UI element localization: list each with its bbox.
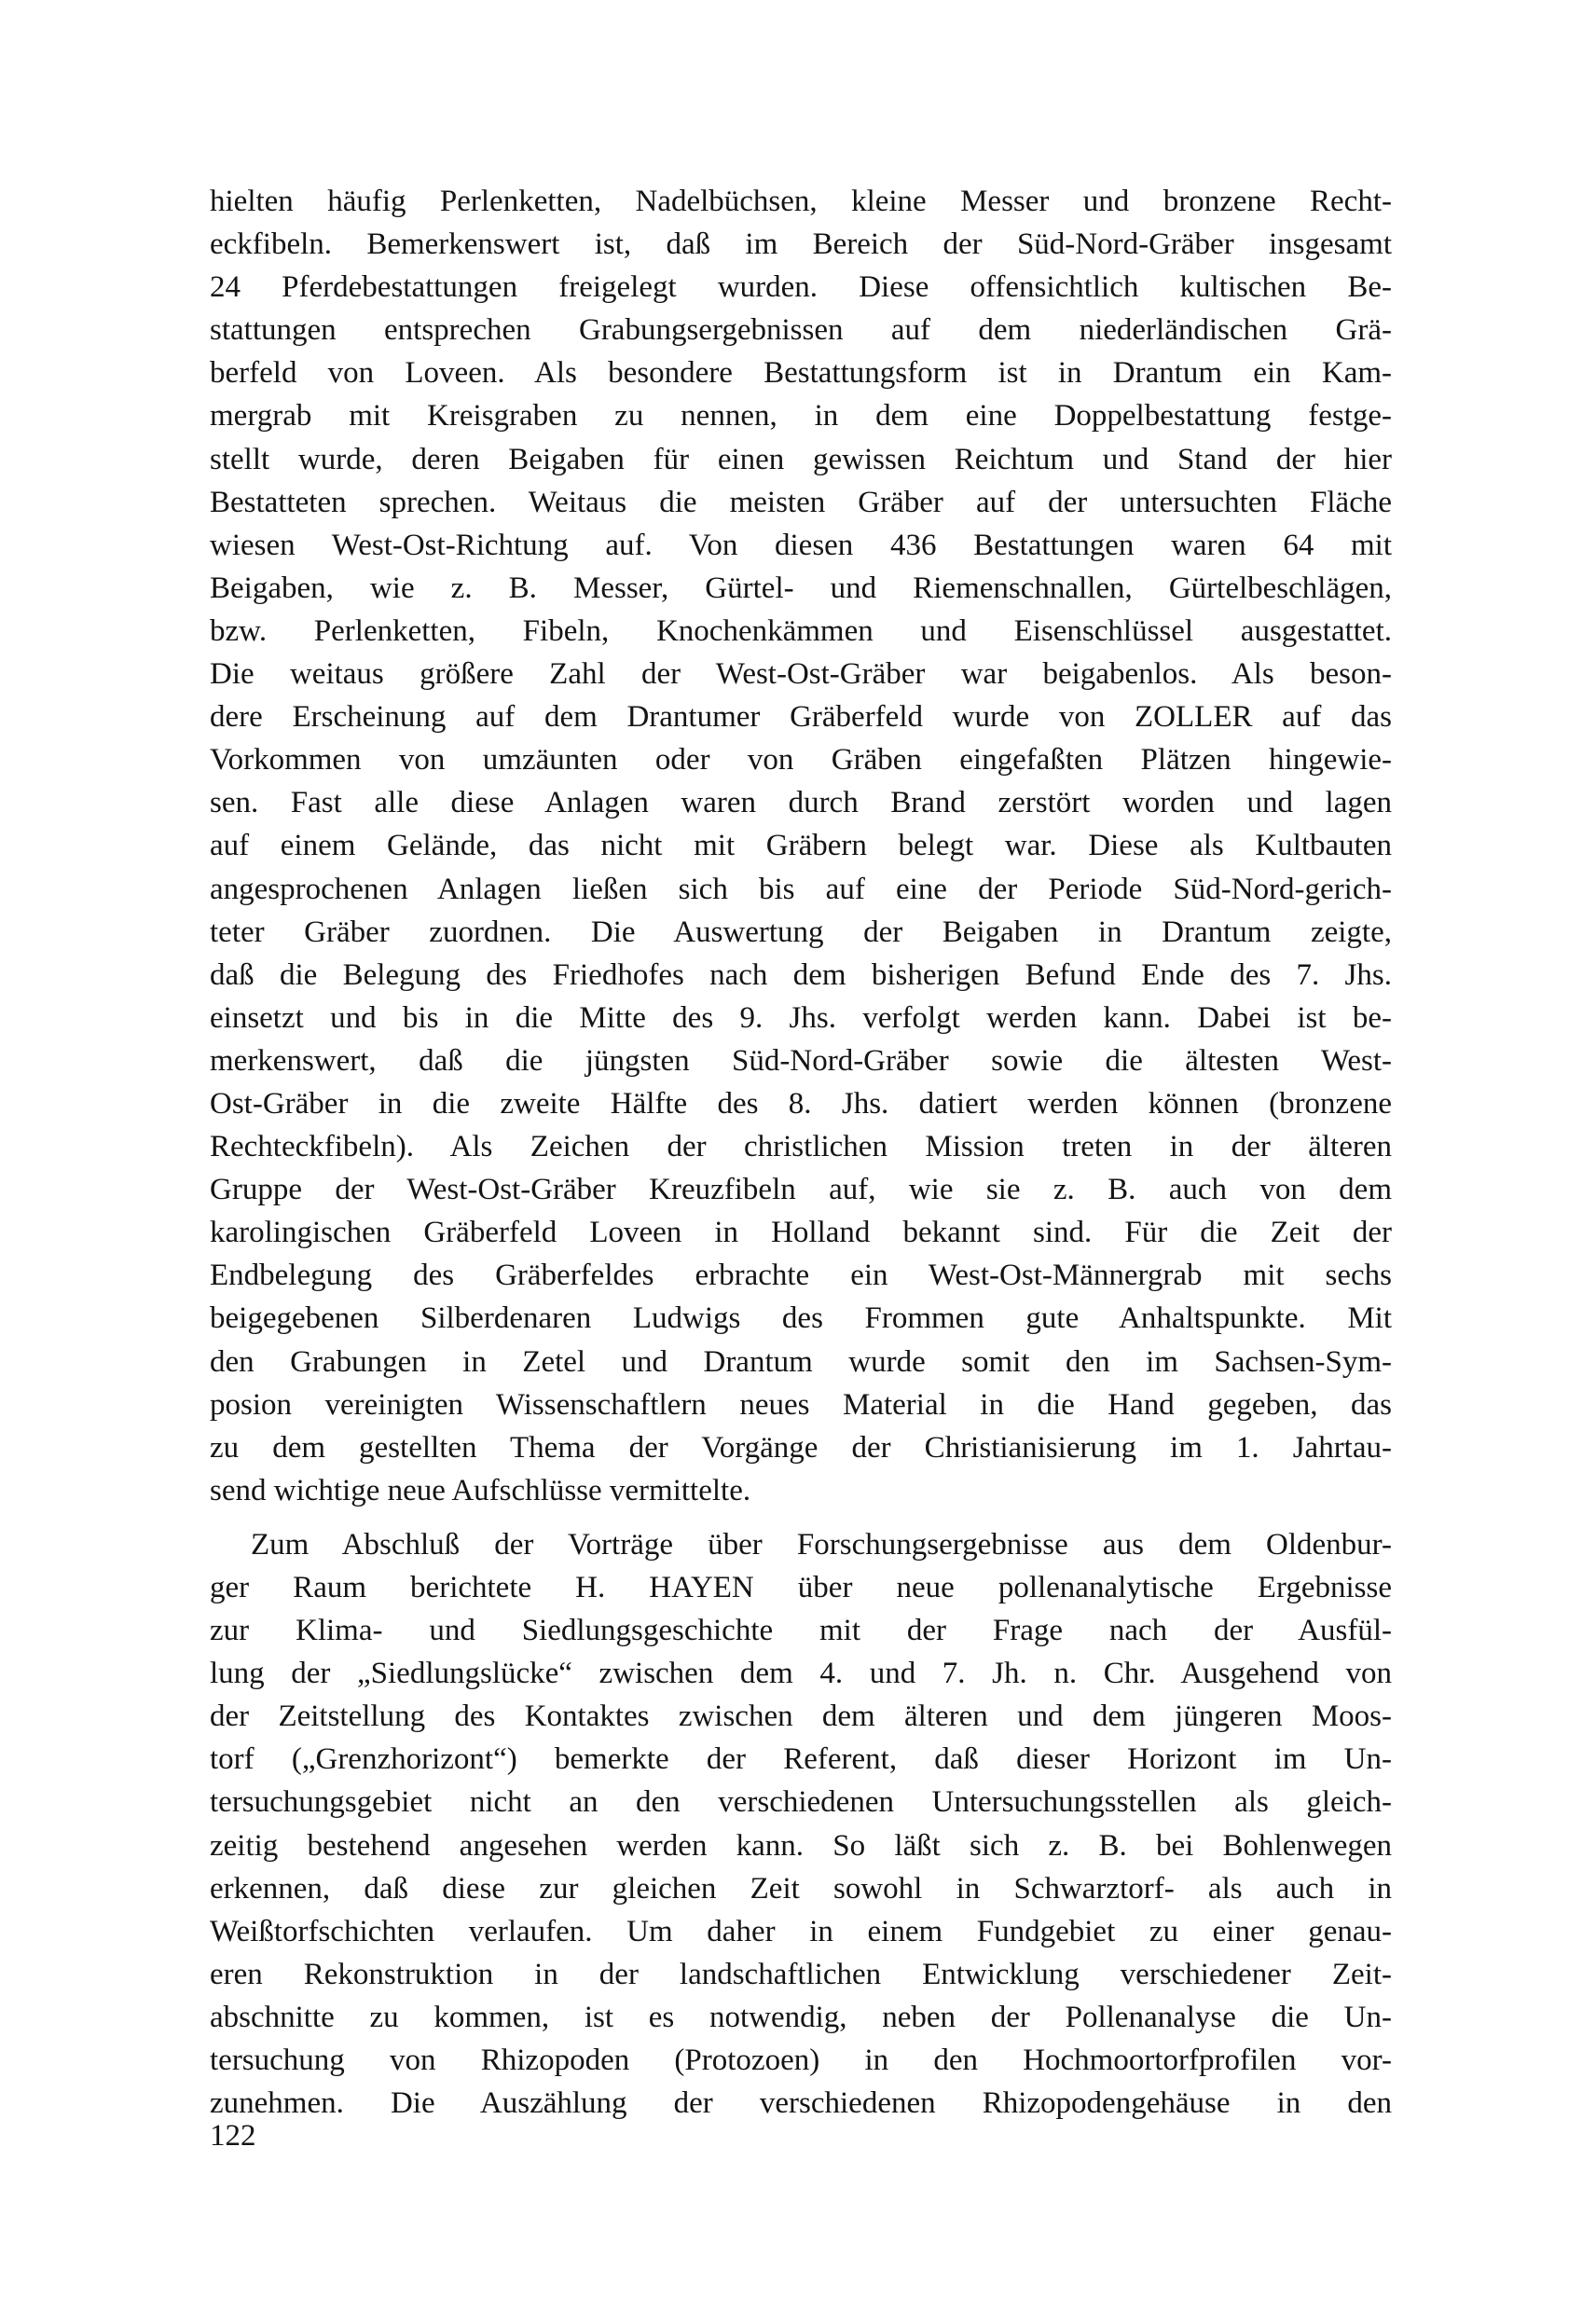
text-line: 24 Pferdebestattungen freigelegt wurden. Diese offensichtlich kultischen Be- bbox=[210, 270, 1392, 305]
text-line: Zum Abschluß der Vorträge über Forschungsergebnisse aus dem Oldenbur- bbox=[251, 1527, 1392, 1562]
text-line: auf einem Gelände, das nicht mit Gräbern belegt war. Diese als Kultbauten bbox=[210, 829, 1392, 863]
text-line: eren Rekonstruktion in der landschaftlichen Entwicklung verschiedener Zeit- bbox=[210, 1957, 1392, 1991]
text-line: der Zeitstellung des Kontaktes zwischen dem älteren und dem jüngeren Moos- bbox=[210, 1700, 1392, 1734]
text-line: torf („Grenzhorizont“) bemerkte der Referent, daß dieser Horizont im Un- bbox=[210, 1742, 1392, 1777]
text-line: beigegebenen Silberdenaren Ludwigs des Frommen gute Anhaltspunkte. Mit bbox=[210, 1301, 1392, 1336]
text-line: den Grabungen in Zetel und Drantum wurde somit den im Sachsen-Sym- bbox=[210, 1344, 1392, 1379]
text-line: hielten häufig Perlenketten, Nadelbüchsen, kleine Messer und bronzene Recht- bbox=[210, 185, 1392, 218]
text-line: erkennen, daß diese zur gleichen Zeit sowohl in Schwarztorf- als auch in bbox=[210, 1871, 1392, 1906]
text-line: zeitig bestehend angesehen werden kann. So läßt sich z. B. bei Bohlenwegen bbox=[210, 1828, 1392, 1863]
text-line: Weißtorfschichten verlaufen. Um daher in einem Fundgebiet zu einer genau- bbox=[210, 1914, 1392, 1948]
text-line: Die weitaus größere Zahl der West-Ost-Gräber war beigabenlos. Als beson- bbox=[210, 657, 1392, 692]
text-line: lung der „Siedlungslücke“ zwischen dem 4. und 7. Jh. n. Chr. Ausgehend von bbox=[210, 1657, 1392, 1691]
text-line: Beigaben, wie z. B. Messer, Gürtel- und Riemenschnallen, Gürtelbeschlägen, bbox=[210, 571, 1392, 605]
text-line: wiesen West-Ost-Richtung auf. Von diesen 436 Bestattungen waren 64 mit bbox=[210, 528, 1392, 562]
paragraph-gap bbox=[210, 1512, 1392, 1523]
page-number: 122 bbox=[210, 2119, 256, 2153]
text-line: mergrab mit Kreisgraben zu nennen, in dem eine Doppelbestattung festge- bbox=[210, 399, 1392, 434]
paragraph-2 bbox=[210, 1523, 1392, 2125]
text-line: stellt wurde, deren Beigaben für einen gewissen Reichtum und Stand der hier bbox=[210, 442, 1392, 476]
text-line: Bestatteten sprechen. Weitaus die meisten Gräber auf der untersuchten Fläche bbox=[210, 485, 1392, 519]
text-line: posion vereinigten Wissenschaftlern neues Material in die Hand gegeben, das bbox=[210, 1387, 1392, 1422]
text-line: ger Raum berichtete H. HAYEN über neue pollenanalytische Ergebnisse bbox=[210, 1571, 1392, 1604]
text-line: send wichtige neue Aufschlüsse vermittelte. bbox=[210, 1473, 751, 1507]
text-line: merkenswert, daß die jüngsten Süd-Nord-Gräber sowie die ältesten West- bbox=[210, 1043, 1392, 1078]
text-line: zu dem gestellten Thema der Vorgänge der Christianisierung im 1. Jahrtau- bbox=[210, 1430, 1392, 1465]
text-line: zur Klima- und Siedlungsgeschichte mit der Frage nach der Ausfül- bbox=[210, 1614, 1392, 1648]
text-line: Rechteckfibeln). Als Zeichen der christlichen Mission treten in der älteren bbox=[210, 1130, 1392, 1164]
text-line: Ost-Gräber in die zweite Hälfte des 8. Jhs. datiert werden können (bronzene bbox=[210, 1086, 1392, 1121]
text-line: tersuchungsgebiet nicht an den verschiedenen Untersuchungsstellen als gleich- bbox=[210, 1785, 1392, 1820]
page-body bbox=[210, 180, 1392, 2125]
text-line: bzw. Perlenketten, Fibeln, Knochenkämmen und Eisenschlüssel ausgestattet. bbox=[210, 613, 1392, 648]
text-line: daß die Belegung des Friedhofes nach dem bisherigen Befund Ende des 7. Jhs. bbox=[210, 957, 1392, 992]
text-line: tersuchung von Rhizopoden (Protozoen) in den Hochmoortorfprofilen vor- bbox=[210, 2044, 1392, 2078]
text-line: Gruppe der West-Ost-Gräber Kreuzfibeln auf, wie sie z. B. auch von dem bbox=[210, 1173, 1392, 1207]
text-line: Vorkommen von umzäunten oder von Gräben eingefaßten Plätzen hingewie- bbox=[210, 743, 1392, 778]
text-line: angesprochenen Anlagen ließen sich bis auf eine der Periode Süd-Nord-gerich- bbox=[210, 872, 1392, 906]
text-line: berfeld von Loveen. Als besondere Bestattungsform ist in Drantum ein Kam- bbox=[210, 356, 1392, 391]
text-line: einsetzt und bis in die Mitte des 9. Jhs. verfolgt werden kann. Dabei ist be- bbox=[210, 1000, 1392, 1035]
text-line: zunehmen. Die Auszählung der verschiedenen Rhizopodengehäuse in den bbox=[210, 2086, 1392, 2121]
text-line: stattungen entsprechen Grabungsergebnissen auf dem niederländischen Grä- bbox=[210, 313, 1392, 348]
text-line: abschnitte zu kommen, ist es notwendig, neben der Pollenanalyse die Un- bbox=[210, 2000, 1392, 2034]
text-line: dere Erscheinung auf dem Drantumer Gräberfeld wurde von ZOLLER auf das bbox=[210, 700, 1392, 735]
text-line: eckfibeln. Bemerkenswert ist, daß im Bereich der Süd-Nord-Gräber insgesamt bbox=[210, 227, 1392, 262]
text-line: sen. Fast alle diese Anlagen waren durch Brand zerstört worden und lagen bbox=[210, 786, 1392, 820]
text-line: Endbelegung des Gräberfeldes erbrachte ein West-Ost-Männergrab mit sechs bbox=[210, 1259, 1392, 1293]
text-line: karolingischen Gräberfeld Loveen in Holland bekannt sind. Für die Zeit der bbox=[210, 1216, 1392, 1250]
paragraph-1 bbox=[210, 180, 1392, 1512]
text-line: teter Gräber zuordnen. Die Auswertung der Beigaben in Drantum zeigte, bbox=[210, 915, 1392, 949]
